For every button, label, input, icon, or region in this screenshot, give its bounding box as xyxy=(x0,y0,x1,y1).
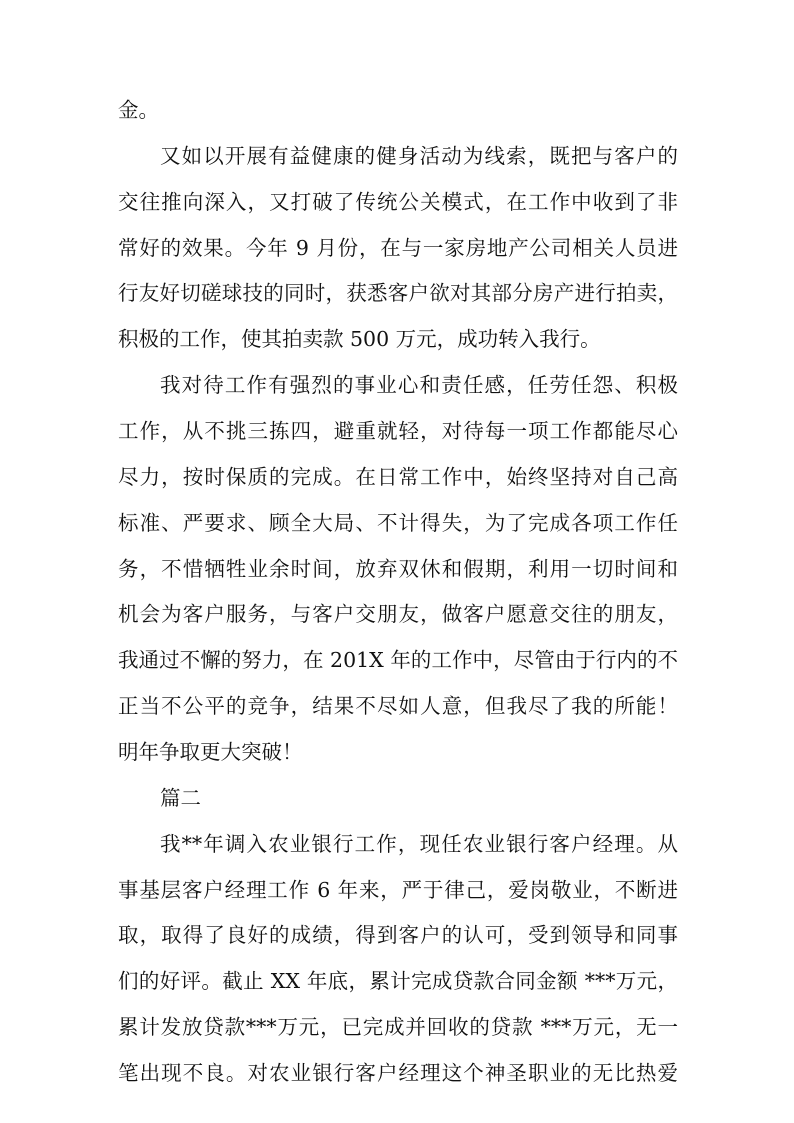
text-line-1: 金。 xyxy=(118,98,159,122)
text-line-21: 累计发放贷款***万元，已完成并回收的贷款 ***万元，无一 xyxy=(118,1015,678,1039)
text-line-19: 取，取得了良好的成绩，得到客户的认可，受到领导和同事 xyxy=(118,923,678,947)
text-line-14: 正当不公平的竞争，结果不尽如人意，但我尽了我的所能！ xyxy=(118,694,678,718)
text-line-15: 明年争取更大突破！ xyxy=(118,740,303,764)
text-line-20: 们的好评。截止 XX 年底，累计完成贷款合同金额 ***万元， xyxy=(118,969,678,993)
section-heading: 篇二 xyxy=(160,786,201,810)
text-line-17: 我**年调入农业银行工作，现任农业银行客户经理。从 xyxy=(160,832,678,856)
text-line-13: 我通过不懈的努力，在 201X 年的工作中，尽管由于行内的不 xyxy=(118,648,678,672)
text-line-8: 工作，从不挑三拣四，避重就轻，对待每一项工作都能尽心 xyxy=(118,419,678,443)
text-line-18: 事基层客户经理工作 6 年来，严于律己，爱岗敬业，不断进 xyxy=(118,878,678,902)
text-line-7: 我对待工作有强烈的事业心和责任感，任劳任怨、积极 xyxy=(160,373,678,397)
text-line-11: 务，不惜牺牲业余时间，放弃双休和假期，利用一切时间和 xyxy=(118,557,678,581)
text-line-6: 积极的工作，使其拍卖款 500 万元，成功转入我行。 xyxy=(118,327,601,351)
text-line-12: 机会为客户服务，与客户交朋友，做客户愿意交往的朋友， xyxy=(118,602,678,626)
text-line-2: 又如以开展有益健康的健身活动为线索，既把与客户的 xyxy=(160,144,678,168)
text-line-5: 行友好切磋球技的同时，获悉客户欲对其部分房产进行拍卖， xyxy=(118,281,678,305)
text-line-22: 笔出现不良。对农业银行客户经理这个神圣职业的无比热爱 xyxy=(118,1061,678,1085)
text-line-10: 标准、严要求、顾全大局、不计得失，为了完成各项工作任 xyxy=(118,511,678,535)
text-line-4: 常好的效果。今年 9 月份，在与一家房地产公司相关人员进 xyxy=(118,236,678,260)
text-line-3: 交往推向深入，又打破了传统公关模式，在工作中收到了非 xyxy=(118,190,678,214)
text-line-9: 尽力，按时保质的完成。在日常工作中，始终坚持对自己高 xyxy=(118,465,678,489)
